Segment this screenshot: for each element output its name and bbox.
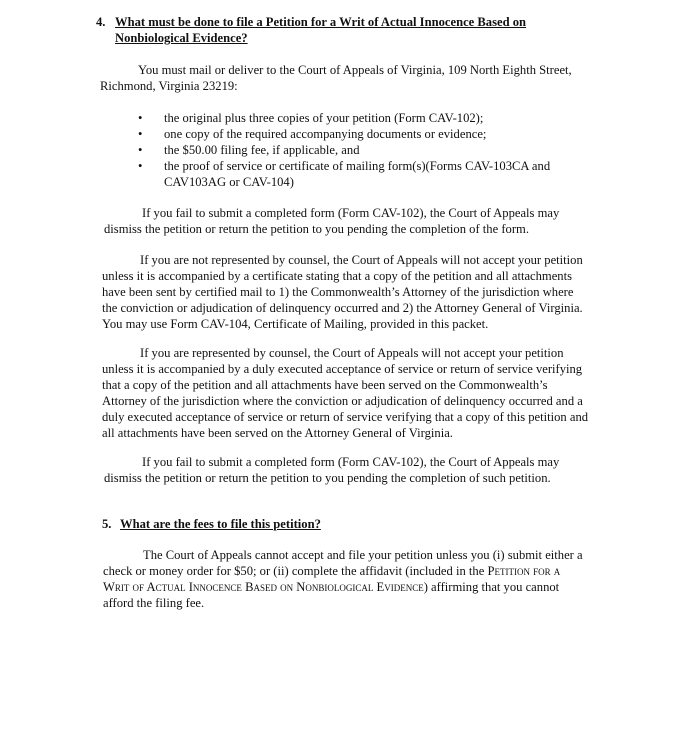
paragraph-represented xyxy=(102,345,682,441)
bullet-icon: • xyxy=(138,111,143,125)
paragraph-line: You may use Form CAV-104, Certificate of Mailing, provided in this packet. xyxy=(102,317,489,331)
paragraph-line: If you fail to submit a completed form (Form CAV-102), the Court of Appeals may xyxy=(142,206,560,220)
paragraph-line xyxy=(103,563,683,579)
list-item xyxy=(138,158,604,190)
intro-line-1: You must mail or deliver to the Court of Appeals of Virginia, 109 North Eighth Street, xyxy=(138,63,572,77)
paragraph-line: afford the filing fee. xyxy=(103,596,205,610)
list-item xyxy=(138,126,618,142)
paragraph-line: have been sent by certified mail to 1) the Commonwealth’s Attorney of the jurisdiction where xyxy=(102,285,574,299)
paragraph-fees xyxy=(103,547,683,611)
requirements-list xyxy=(138,110,618,190)
paragraph-incomplete-form-2 xyxy=(104,454,664,486)
list-item xyxy=(138,110,618,126)
paragraph-line: The Court of Appeals cannot accept and file your petition unless you (i) submit either a xyxy=(143,548,583,562)
paragraph-line: If you fail to submit a completed form (Form CAV-102), the Court of Appeals may xyxy=(142,455,560,469)
section-5-title: What are the fees to file this petition? xyxy=(120,517,321,531)
intro-line-2: Richmond, Virginia 23219: xyxy=(100,79,238,93)
paragraph-line: unless it is accompanied by a certificate stating that a copy of the petition and all attachments xyxy=(102,269,573,283)
paragraph-line: unless it is accompanied by a duly executed acceptance of service or return of service verifying xyxy=(102,362,583,376)
section-4-number: 4. xyxy=(96,15,106,29)
paragraph-not-represented xyxy=(102,252,682,332)
paragraph-line: dismiss the petition or return the petition to you pending the completion of such petition. xyxy=(104,471,551,485)
list-item-text: one copy of the required accompanying documents or evidence; xyxy=(164,127,487,141)
bullet-icon: • xyxy=(138,143,143,157)
list-item-text: the $50.00 filing fee, if applicable, and xyxy=(164,143,360,157)
paragraph-text: check or money order for $50; or (ii) complete the affidavit (included in the xyxy=(103,564,488,578)
section-4-title-line1: What must be done to file a Petition for a Writ of Actual Innocence Based on xyxy=(115,15,527,29)
paragraph-line: duly executed acceptance of service or return of service verifying that a copy of this petition and xyxy=(102,410,589,424)
paragraph-line: Attorney of the jurisdiction where the conviction or adjudication of delinquency occurred and a xyxy=(102,394,583,408)
paragraph-line: that a copy of the petition and all attachments have been served on the Commonwealth’s xyxy=(102,378,548,392)
form-title-text: Petition for a xyxy=(487,564,561,578)
paragraph-line: If you are not represented by counsel, the Court of Appeals will not accept your petition xyxy=(140,253,583,267)
paragraph-incomplete-form xyxy=(104,205,664,237)
section-4-heading xyxy=(96,14,656,48)
section-4-title-line2: Nonbiological Evidence? xyxy=(115,31,248,45)
paragraph-line: all attachments have been served on the Attorney General of Virginia. xyxy=(102,426,453,440)
list-item xyxy=(138,142,618,158)
bullet-icon: • xyxy=(138,159,143,173)
paragraph-line: If you are represented by counsel, the Court of Appeals will not accept your petition xyxy=(140,346,564,360)
paragraph-line xyxy=(103,579,683,595)
bullet-icon: • xyxy=(138,127,143,141)
section-5-heading xyxy=(102,516,502,534)
list-item-text: the original plus three copies of your petition (Form CAV-102); xyxy=(164,111,484,125)
paragraph-text: ) affirming that you cannot xyxy=(423,580,560,594)
paragraph-line: the conviction or adjudication of delinquency occurred and 2) the Attorney General of Virginia. xyxy=(102,301,583,315)
form-title-text: Writ of Actual Innocence Based on Nonbiological Evidence xyxy=(103,580,424,594)
intro-paragraph xyxy=(100,62,660,94)
section-5-number: 5. xyxy=(102,517,112,531)
list-item-text: the proof of service or certificate of mailing form(s)(Forms CAV-103CA and CAV103AG or CAV-104) xyxy=(164,159,551,189)
paragraph-line: dismiss the petition or return the petition to you pending the completion of the form. xyxy=(104,222,529,236)
